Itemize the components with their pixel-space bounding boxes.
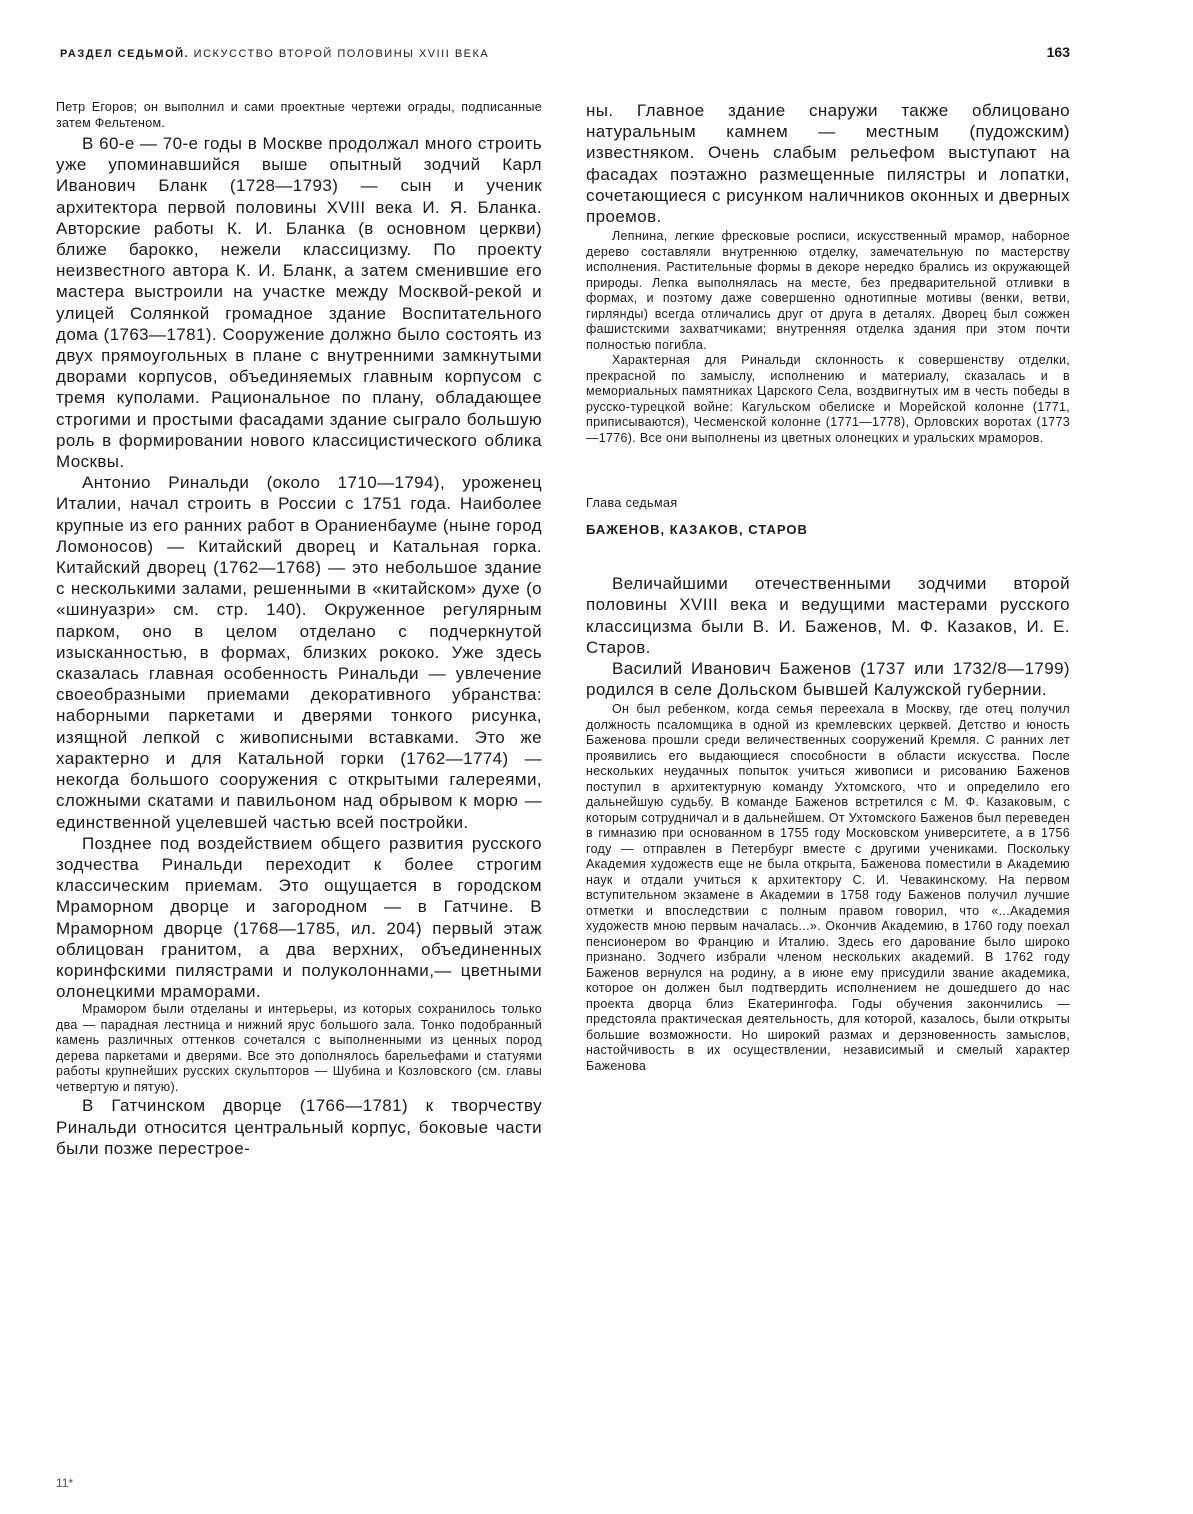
paragraph-marble-interiors-small: Мрамором были отделаны и интерьеры, из которых сохранилось только два — парадная лестница и нижний ярус большого зала. Тонко подобранный камень различных оттенков сочетался с выполненными из ценных пород дерева паркетами и дверями. Все это дополнялось барельефами и статуями работы крупнейших русских скульпторов — Шубина и Козловского (см. главы четвертую и пятую). <box>56 1002 542 1094</box>
paragraph-blank: В 60-е — 70-е годы в Москве продолжал много строить уже упоминавшийся выше опытный зодчий Карл Иванович Бланк (1728—1793) — сын и ученик архитектора первой половины XVIII века И. Я. Бланка. Авторские работы К. И. Бланка (в основном церкви) ближе барокко, нежели классицизму. По проекту неизвестного автора К. И. Бланк, а затем сменившие его мастера выстроили на участке между Москвой-рекой и улицей Солянкой громадное здание Воспитательного дома (1763—1781). Сооружение должно было состоять из двух прямоугольных в плане с внутренними замкнутыми дворами корпусов, объединяемых главным корпусом с тремя куполами. Рациональное по плану, обладающее строгими и простыми фасадами здание сыграло большую роль в формировании нового классицистического облика Москвы. <box>56 134 542 472</box>
header-section: РАЗДЕЛ СЕДЬМОЙ. <box>60 48 190 60</box>
running-header <box>60 44 1070 66</box>
signature-mark: 11* <box>56 1476 74 1490</box>
chapter-title: БАЖЕНОВ, КАЗАКОВ, СТАРОВ <box>586 522 808 538</box>
page-number: 163 <box>1046 44 1070 60</box>
paragraph-continued-small: Петр Егоров; он выполнил и сами проектные чертежи ограды, подписанные затем Фельтеном. <box>56 100 542 130</box>
header-title <box>60 48 489 60</box>
left-column <box>56 100 542 1495</box>
right-column <box>586 100 1070 1495</box>
paragraph-decoration-small: Лепнина, легкие фресковые росписи, искусственный мрамор, наборное дерево составляли внутреннюю отделку, замечательную по мастерству исполнения. Растительные формы в декоре нередко брались из окружающей природы. Лепка выполнялась на месте, без предварительной отливки в формах, и поэтому даже совершенно однотипные мотивы (венки, ветви, гирлянды) всегда отличались друг от друга в деталях. Дворец был сожжен фашистскими захватчиками; внутренняя отделка здания при этом почти полностью погибла. <box>586 229 1070 352</box>
paragraph-gatchina: В Гатчинском дворце (1766—1781) к творчеству Ринальди относится центральный корпус, боковые части были позже перестрое- <box>56 1096 542 1158</box>
paragraph-rinaldi: Антонио Ринальди (около 1710—1794), уроженец Италии, начал строить в России с 1751 года. Наиболее крупные из его ранних работ в Ораниенбауме (ныне город Ломоносов) — Китайский дворец и Катальная горка. Китайский дворец (1762—1768) — это небольшое здание с несколькими залами, решенными в «китайском» духе (о «шинуазри» см. стр. 140). Окруженное регулярным парком, оно в целом отделано с подчеркнутой изысканностью, в формах, близких рококо. Уже здесь сказалась главная особенность Ринальди — увлечение своеобразными приемами декоративного убранства: наборными паркетами и дверями тонкого рисунка, изящной лепкой с живописными вставками. Это же характерно и для Катальной горки (1762—1774) — некогда большого сооружения с открытыми галереями, сложными скатами и павильоном над обрывом к морю — единственной уцелевшей частью всей постройки. <box>56 473 542 832</box>
paragraph-bazhenov-biography-small: Он был ребенком, когда семья переехала в Москву, где отец получил должность псаломщика в одной из кремлевских церквей. Детство и юность Баженова прошли среди величественных сооружений Кремля. С ранних лет проявились его выдающиеся способности в области искусства. После нескольких неудачных попыток учиться живописи и рисованию Баженов поступил в архитектурную команду Ухтомского, что и определило его дальнейшую судьбу. В команде Баженов встретился с М. Ф. Казаковым, с которым сотрудничал и в дальнейшем. От Ухтомского Баженов был переведен в гимназию при основанном в 1755 году Московском университете, а в 1756 году — отправлен в Петербург вместе с другими учениками. Поскольку Академия художеств еще не была открыта, Баженова поместили в Академию наук и отдали учиться к архитектору С. И. Чевакинскому. На первом вступительном экзамене в Академии в 1758 году Баженов получил лучшие отметки и впоследствии с полным правом говорил, что «...Академия художеств мною первым началась...». Окончив Академию, в 1760 году поехал пенсионером во Францию и Италию. Здесь его дарование было широко признано. Зодчего избрали членом нескольких академий. В 1762 году Баженов вернулся на родину, а в июне ему присудили звание академика, которое он должен был подтвердить исполнением не дошедшего до нас проекта дворца близ Екатерингофа. Годы обучения закончились — предстояла практическая деятельность, для которой, казалось, были открыты большие возможности. Но широкий размах и дерзновенность замыслов, настойчивость в их осуществлении, независимый и смелый характер Баженова <box>586 702 1070 1073</box>
paragraph-monuments-small: Характерная для Ринальди склонность к совершенству отделки, прекрасной по замыслу, исполнению и материалу, сказалась и в мемориальных памятниках Царского Села, воздвигнутых им в честь победы в русско-турецкой войне: Кагульском обелиске и Морейской колонне (1771, приписываются), Чесменской колонне (1771—1778), Орловских воротах (1773—1776). Все они выполнены из цветных олонецких и уральских мраморов. <box>586 353 1070 445</box>
chapter-label: Глава седьмая <box>586 496 678 511</box>
paragraph-bazhenov-intro: Василий Иванович Баженов (1737 или 1732/8—1799) родился в селе Дольском бывшей Калужской губернии. <box>586 659 1070 700</box>
paragraph-gatchina-continued: ны. Главное здание снаружи также облицовано натуральным камнем — местным (пудожским) известняком. Очень слабым рельефом выступают на фасадах поэтажно размещенные пилястры и лопатки, сочетающиеся с рисунком наличников оконных и дверных проемов. <box>586 101 1070 227</box>
header-subject: ИСКУССТВО ВТОРОЙ ПОЛОВИНЫ XVIII ВЕКА <box>193 48 490 60</box>
paragraph-chapter-lead: Величайшими отечественными зодчими второй половины XVIII века и ведущими мастерами русского классицизма были В. И. Баженов, М. Ф. Казаков, И. Е. Старов. <box>586 574 1070 657</box>
paragraph-marble-palace: Позднее под воздействием общего развития русского зодчества Ринальди переходит к более строгим классическим приемам. Это ощущается в городском Мраморном дворце и загородном — в Гатчине. В Мраморном дворце (1768—1785, ил. 204) первый этаж облицован гранитом, а два верхних, объединенных коринфскими пилястрами и полуколоннами,— цветными олонецкими мраморами. <box>56 833 542 1002</box>
